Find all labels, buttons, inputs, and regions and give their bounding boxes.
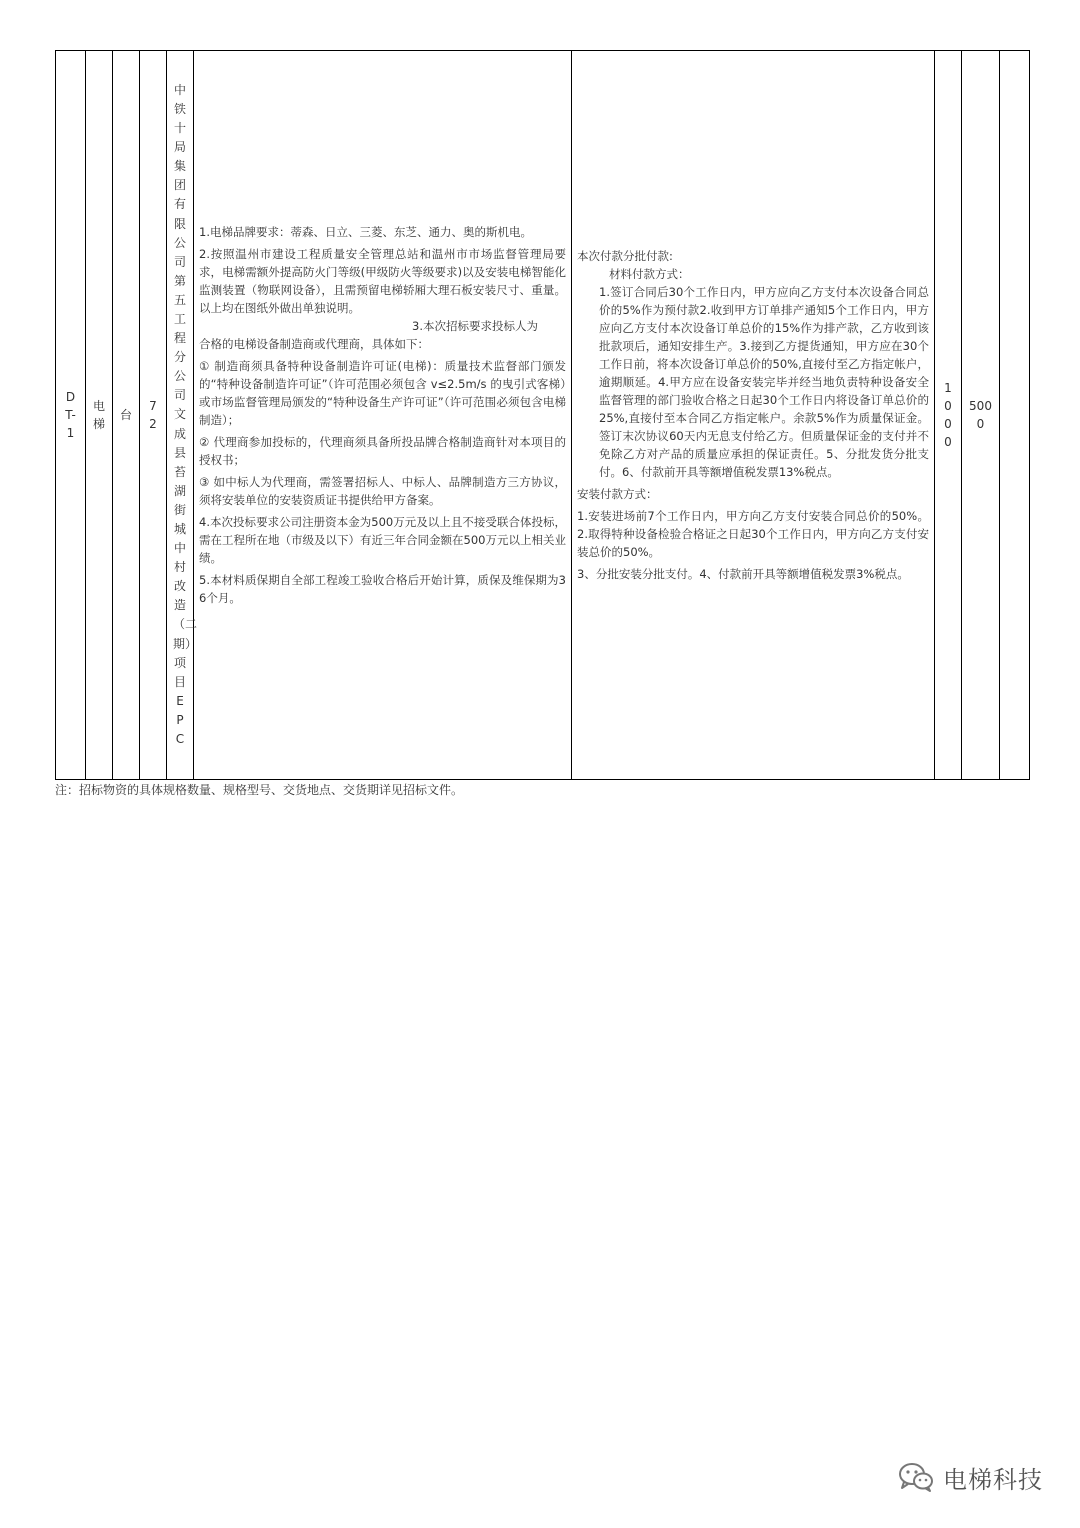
amount1-cell xyxy=(935,51,962,780)
amount1: 1000 xyxy=(944,381,952,449)
material-payment-title: 材料付款方式： xyxy=(609,267,690,281)
item-name-cell xyxy=(86,51,113,780)
requirement-3-head: 3.本次招标要求投标人为 xyxy=(412,319,538,333)
project-name: 中铁十局集团有限公司第五工程分公司文成县苔湖街城中村改造（二期）项目EPC xyxy=(173,82,198,747)
amount2-cell xyxy=(962,51,1000,780)
footnote: 注：招标物资的具体规格数量、规格型号、交货地点、交货期详见招标文件。 xyxy=(55,783,464,797)
payment-cell xyxy=(572,51,935,780)
requirement-3-body: 合格的电梯设备制造商或代理商，具体如下： xyxy=(199,337,429,351)
install-payment-text-2: 3、分批安装分批支付。4、付款前开具等额增值税发票3%税点。 xyxy=(577,567,909,581)
item-qty: 72 xyxy=(149,399,157,431)
amount2: 5000 xyxy=(969,399,992,431)
item-name: 电梯 xyxy=(92,399,105,431)
table-row xyxy=(56,51,1030,780)
empty-cell xyxy=(1000,51,1030,780)
requirement-3-c: ③ 如中标人为代理商，需签署招标人、中标人、品牌制造方三方协议，须将安装单位的安装资质证书提供给甲方备案。 xyxy=(199,475,566,507)
item-code: DT-1 xyxy=(65,390,76,440)
requirement-3-b: ② 代理商参加投标的，代理商须具备所投品牌合格制造商针对本项目的授权书； xyxy=(199,435,566,467)
requirements-cell xyxy=(194,51,572,780)
payment-heading: 本次付款分批付款: xyxy=(577,249,673,263)
item-unit: 台 xyxy=(119,408,132,422)
item-code-cell xyxy=(56,51,86,780)
material-payment-text: 1.签订合同后30个工作日内，甲方应向乙方支付本次设备合同总价的5%作为预付款2.收到甲方订单排产通知5个工作日内，甲方应向乙方支付本次设备订单总价的15%作为排产款，乙方收到该批款项后，通知安排生产。3.接到乙方提货通知，甲方应在30个工作日前，将本次设备订单总价的50%,直接付至乙方指定帐户，逾期顺延。4.甲方应在设备安装完毕并经当地负责特种设备安全监督管理的部门验收合格之日起30个工作日内将设备订单总价的25%,直接付至本合同乙方指定帐户。余款5%作为质量保证金。签订末次协议60天内无息支付给乙方。但质量保证金的支付并不免除乙方对产品的质量应承担的保证责任。5、分批发货分批支付。6、付款前开具等额增值税发票13%税点。 xyxy=(599,285,929,479)
install-payment-title: 安装付款方式： xyxy=(577,487,658,501)
requirement-4: 4.本次投标要求公司注册资本金为500万元及以上且不接受联合体投标，需在工程所在地（市级及以下）有近三年合同金额在500万元以上相关业绩。 xyxy=(199,515,566,565)
requirement-2: 2.按照温州市建设工程质量安全管理总站和温州市市场监督管理局要求，电梯需额外提高防火门等级(甲级防火等级要求)以及安装电梯智能化监测装置（物联网设备），且需预留电梯轿厢大理石板安装尺寸、重量。以上均在图纸外做出单独说明。 xyxy=(199,247,566,315)
item-unit-cell xyxy=(113,51,140,780)
tender-table xyxy=(55,50,1030,780)
item-qty-cell xyxy=(140,51,167,780)
watermark-text: 电梯科技 xyxy=(943,1465,1043,1494)
wechat-icon xyxy=(897,1461,935,1493)
project-cell xyxy=(167,51,198,780)
requirement-1: 1.电梯品牌要求：蒂森、日立、三菱、东芝、通力、奥的斯机电。 xyxy=(199,225,532,239)
install-payment-text-1: 1.安装进场前7个工作日内，甲方向乙方支付安装合同总价的50%。2.取得特种设备检验合格证之日起30个工作日内，甲方向乙方支付安装总价的50%。 xyxy=(577,509,929,559)
requirement-5: 5.本材料质保期自全部工程竣工验收合格后开始计算，质保及维保期为36个月。 xyxy=(199,573,566,605)
requirement-3-a: ① 制造商须具备特种设备制造许可证(电梯)：质量技术监督部门颁发的“特种设备制造许可证”（许可范围必须包含 v≤2.5m/s 的曳引式客梯）或市场监督管理局颁发的“特种设备生产许可证”（许可范围必须包含电梯制造）； xyxy=(199,359,566,427)
watermark xyxy=(897,1459,1043,1495)
